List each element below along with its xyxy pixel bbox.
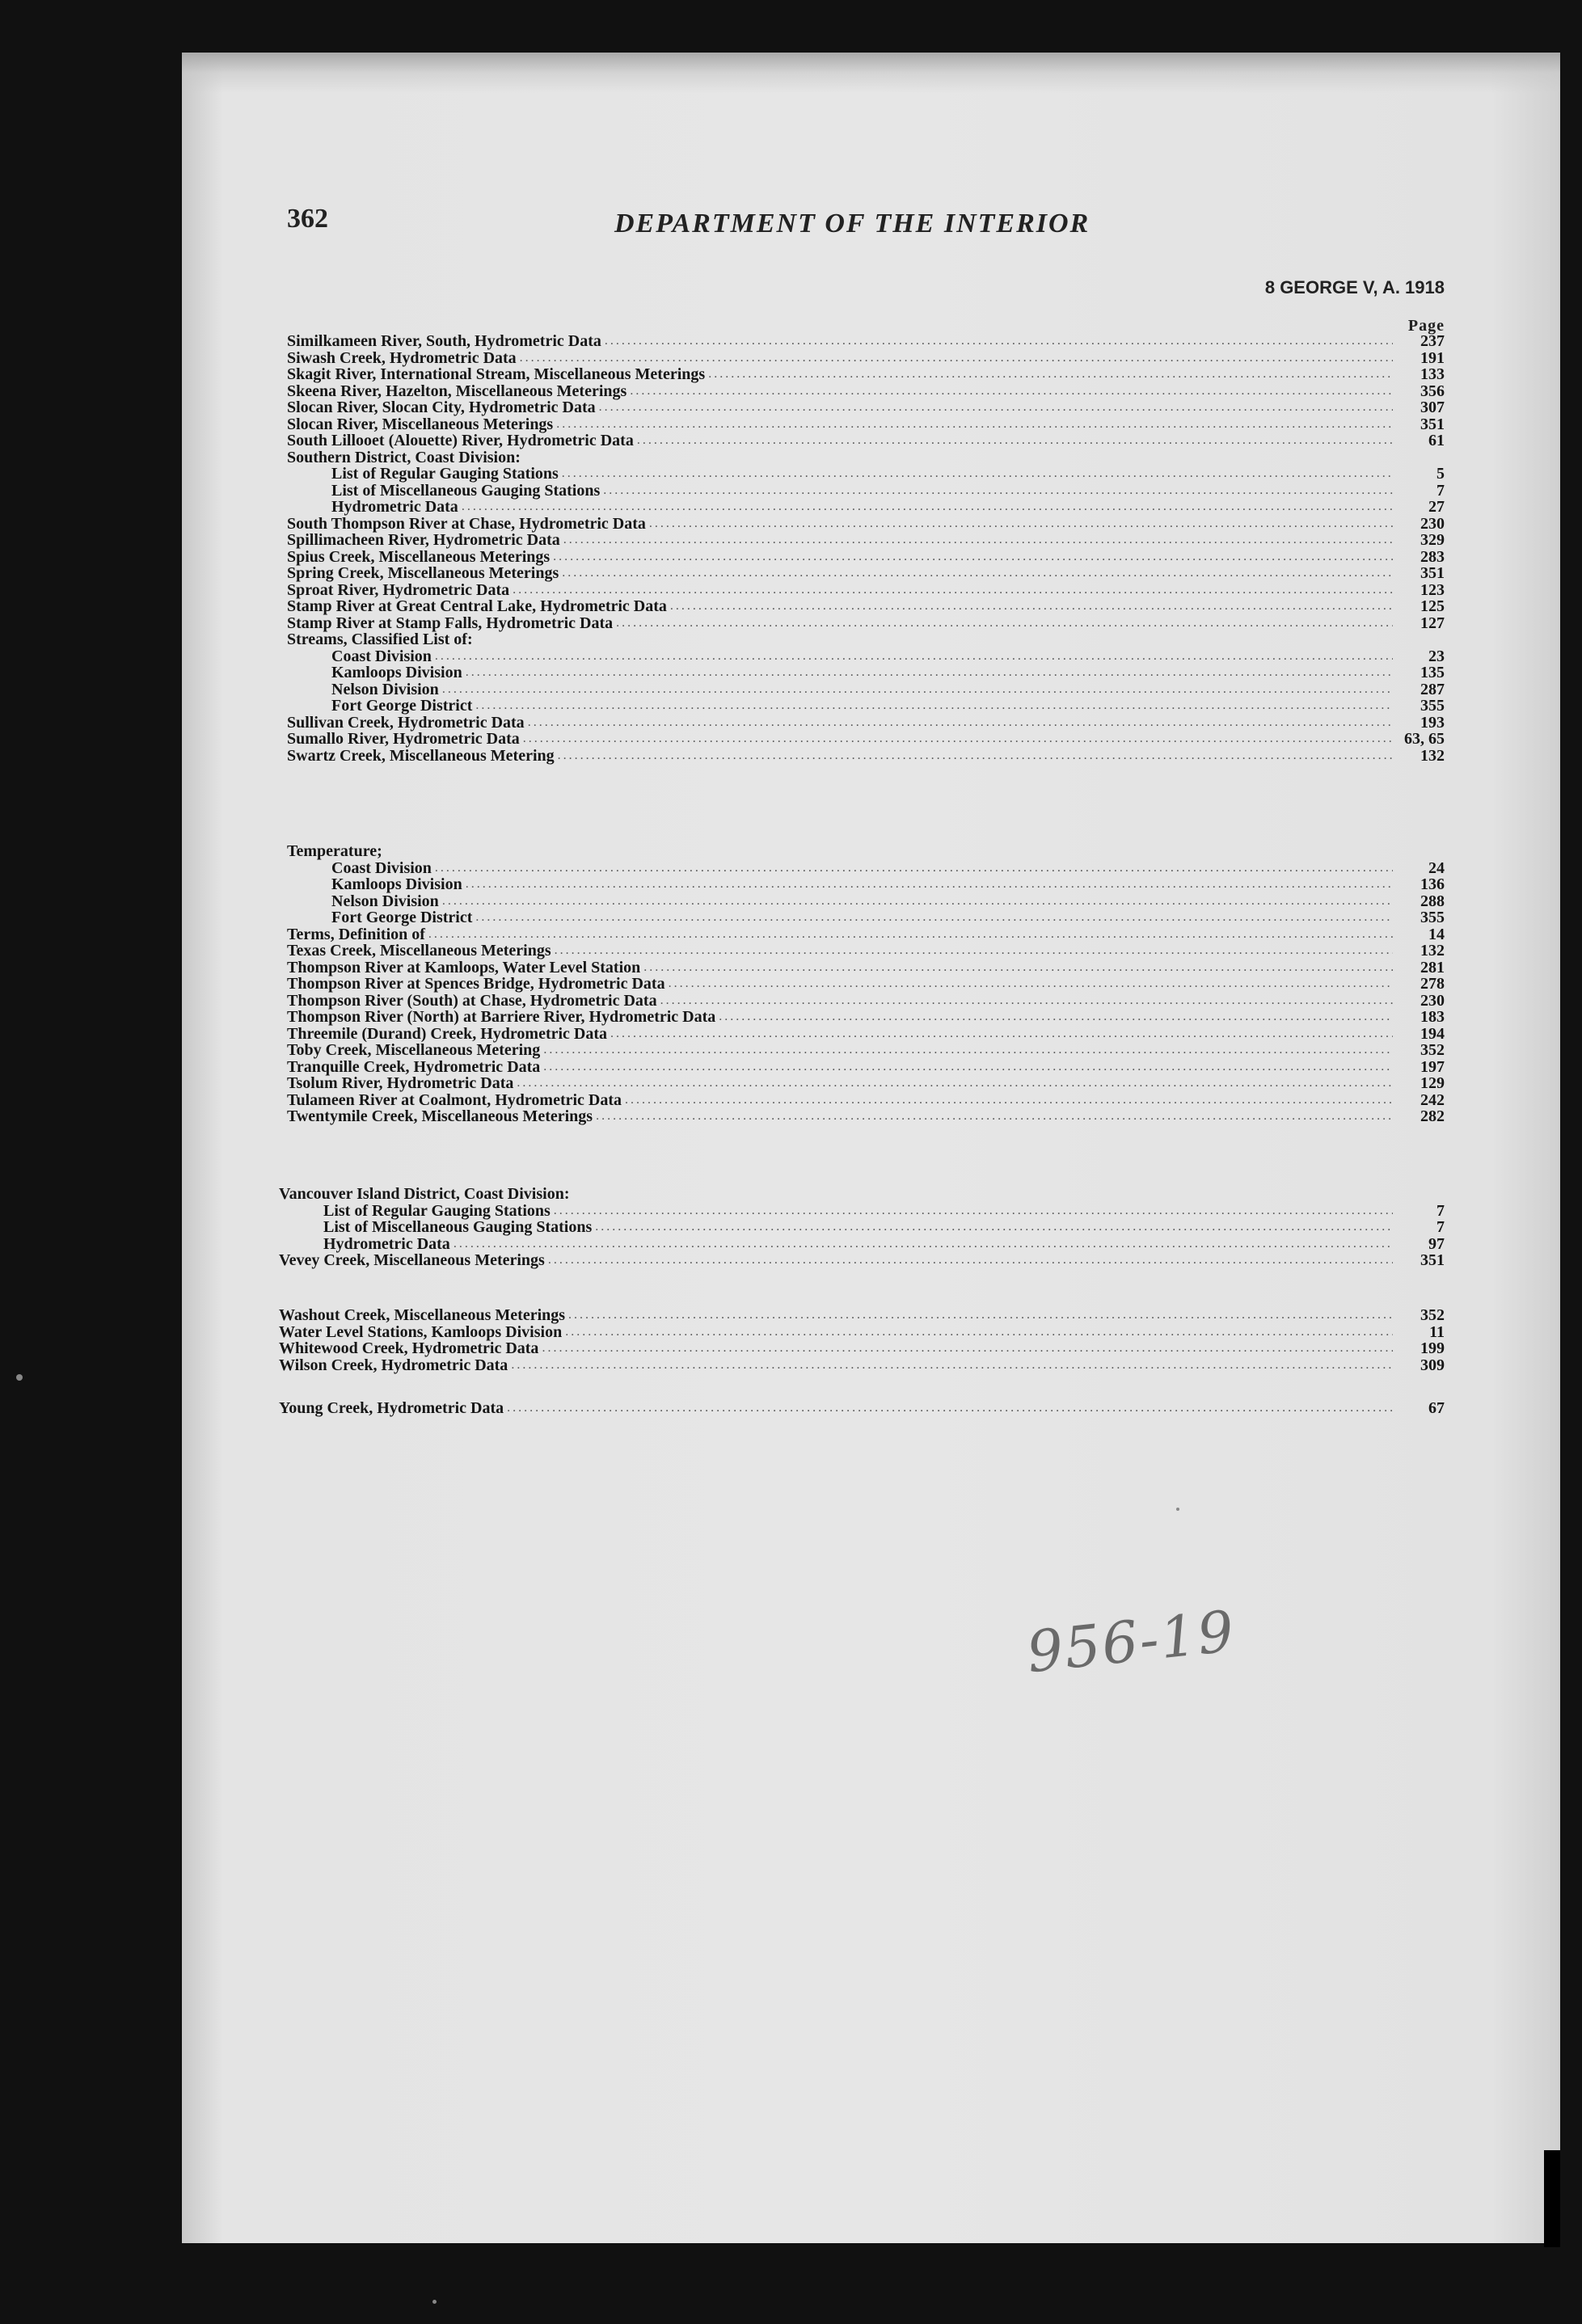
dot-leader bbox=[558, 748, 1393, 765]
index-entry-page: 183 bbox=[1420, 1008, 1445, 1026]
index-entry bbox=[0, 466, 1582, 483]
index-entry-text: Stamp River at Great Central Lake, Hydrometric Data bbox=[287, 597, 667, 615]
dot-leader bbox=[719, 1009, 1393, 1026]
scan-edge bbox=[1544, 2150, 1560, 2247]
index-entry bbox=[0, 664, 1582, 681]
index-entry-page: 123 bbox=[1420, 580, 1445, 599]
index-entry-text: Similkameen River, South, Hydrometric Data bbox=[287, 332, 601, 350]
dot-leader bbox=[442, 681, 1393, 698]
index-entry-text: Nelson Division bbox=[331, 680, 439, 698]
dot-leader bbox=[643, 960, 1393, 976]
scan-shadow bbox=[182, 53, 1560, 93]
dot-leader bbox=[565, 1324, 1393, 1341]
index-entry bbox=[0, 516, 1582, 533]
index-entry-page: 352 bbox=[1420, 1041, 1445, 1059]
index-entry bbox=[0, 1075, 1582, 1092]
index-entry-text: Thompson River (North) at Barriere River, Hydrometric Data bbox=[287, 1008, 716, 1026]
index-entry-page: 127 bbox=[1420, 614, 1445, 632]
index-entry bbox=[0, 416, 1582, 433]
index-entry bbox=[0, 715, 1582, 732]
index-entry-page: 283 bbox=[1420, 547, 1445, 566]
dot-leader bbox=[554, 1203, 1393, 1220]
index-entry-page: 125 bbox=[1420, 597, 1445, 615]
page-number: 362 bbox=[287, 204, 328, 234]
dot-leader bbox=[669, 976, 1393, 993]
index-entry-text: Terms, Definition of bbox=[287, 925, 425, 943]
index-entry bbox=[0, 1009, 1582, 1026]
dot-leader bbox=[670, 598, 1393, 615]
index-entry bbox=[0, 499, 1582, 516]
index-entry-page: 11 bbox=[1429, 1322, 1445, 1341]
dot-leader bbox=[708, 366, 1393, 383]
index-entry-page: 355 bbox=[1420, 909, 1445, 926]
index-entry-text: Vevey Creek, Miscellaneous Meterings bbox=[279, 1251, 545, 1269]
index-entry-page: 230 bbox=[1420, 514, 1445, 533]
dot-leader bbox=[454, 1236, 1393, 1253]
index-entry-text: Coast Division bbox=[331, 858, 432, 877]
scan-speck bbox=[432, 2300, 437, 2304]
index-entry bbox=[0, 483, 1582, 500]
index-entry-page: 7 bbox=[1436, 1201, 1445, 1220]
index-entry bbox=[0, 1307, 1582, 1324]
index-entry bbox=[0, 960, 1582, 976]
index-entry-text: Southern District, Coast Division: bbox=[287, 448, 521, 466]
index-entry-text: Spillimacheen River, Hydrometric Data bbox=[287, 531, 560, 549]
index-entry bbox=[0, 976, 1582, 993]
index-entry bbox=[0, 631, 1582, 648]
index-entry bbox=[0, 1203, 1582, 1220]
index-entry-text: List of Miscellaneous Gauging Stations bbox=[331, 481, 601, 500]
index-entry-page: 14 bbox=[1428, 925, 1445, 943]
dot-leader bbox=[563, 532, 1393, 549]
index-entry-text: Sumallo River, Hydrometric Data bbox=[287, 730, 520, 748]
dot-leader bbox=[475, 909, 1393, 926]
index-entry-text: Hydrometric Data bbox=[323, 1234, 450, 1253]
index-entry bbox=[0, 1252, 1582, 1269]
index-entry-text: Spring Creek, Miscellaneous Meterings bbox=[287, 564, 559, 582]
dot-leader bbox=[542, 1340, 1393, 1357]
index-entry-page: 282 bbox=[1420, 1107, 1445, 1125]
index-entry bbox=[0, 1236, 1582, 1253]
index-entry bbox=[0, 876, 1582, 893]
index-entry bbox=[0, 1042, 1582, 1059]
index-entry-text: Fort George District bbox=[331, 909, 473, 926]
scan-speck bbox=[16, 1374, 23, 1381]
index-entry-text: Nelson Division bbox=[331, 892, 439, 910]
index-entry-page: 136 bbox=[1420, 875, 1445, 893]
dot-leader bbox=[442, 893, 1393, 910]
index-entry-page: 191 bbox=[1420, 348, 1445, 367]
dot-leader bbox=[507, 1400, 1393, 1417]
index-entry-text: Washout Creek, Miscellaneous Meterings bbox=[279, 1306, 566, 1324]
index-entry-page: 287 bbox=[1420, 680, 1445, 698]
dot-leader bbox=[625, 1092, 1393, 1109]
index-entry-page: 132 bbox=[1420, 942, 1445, 960]
index-entry-page: 97 bbox=[1428, 1234, 1445, 1253]
dot-leader bbox=[543, 1059, 1393, 1076]
index-entry-text: Texas Creek, Miscellaneous Meterings bbox=[287, 942, 551, 960]
dot-leader bbox=[548, 1252, 1393, 1269]
dot-leader bbox=[462, 499, 1393, 516]
index-entry-text: Slocan River, Slocan City, Hydrometric Data bbox=[287, 399, 596, 416]
index-entry bbox=[0, 748, 1582, 765]
index-entry-text: Kamloops Division bbox=[331, 875, 462, 893]
index-entry-text: Siwash Creek, Hydrometric Data bbox=[287, 348, 517, 367]
index-entry-text: List of Miscellaneous Gauging Stations bbox=[323, 1218, 593, 1236]
index-entry-text: Threemile (Durand) Creek, Hydrometric Data bbox=[287, 1024, 608, 1043]
index-entry-text: Water Level Stations, Kamloops Division bbox=[279, 1322, 563, 1341]
index-entry bbox=[0, 565, 1582, 582]
index-entry bbox=[0, 1026, 1582, 1043]
index-entry-page: 67 bbox=[1428, 1399, 1445, 1417]
index-entry bbox=[0, 1186, 1582, 1203]
index-entry-page: 199 bbox=[1420, 1339, 1445, 1357]
index-entry bbox=[0, 860, 1582, 877]
index-entry-page: 237 bbox=[1420, 332, 1445, 350]
index-entry-page: 7 bbox=[1436, 481, 1445, 500]
scan-speck bbox=[1176, 1508, 1179, 1511]
dot-leader bbox=[562, 466, 1393, 483]
index-entry-text: Slocan River, Miscellaneous Meterings bbox=[287, 415, 554, 433]
index-entry-page: 351 bbox=[1420, 1251, 1445, 1269]
index-entry-page: 309 bbox=[1420, 1356, 1445, 1374]
dot-leader bbox=[637, 432, 1393, 449]
index-entry bbox=[0, 432, 1582, 449]
index-entry-text: Wilson Creek, Hydrometric Data bbox=[279, 1356, 508, 1374]
index-entry-text: Vancouver Island District, Coast Division: bbox=[279, 1185, 570, 1203]
index-entry-text: Temperature; bbox=[287, 842, 382, 860]
index-entry-page: 193 bbox=[1420, 713, 1445, 732]
index-entry-text: List of Regular Gauging Stations bbox=[331, 465, 559, 483]
index-section bbox=[0, 843, 1582, 1125]
index-entry-page: 63, 65 bbox=[1404, 730, 1445, 748]
dot-leader bbox=[605, 333, 1393, 350]
index-entry bbox=[0, 449, 1582, 466]
index-section bbox=[0, 1307, 1582, 1373]
index-entry bbox=[0, 582, 1582, 599]
dot-leader bbox=[562, 565, 1393, 582]
index-entry-text: Thompson River at Spences Bridge, Hydrometric Data bbox=[287, 975, 665, 993]
dot-leader bbox=[511, 1357, 1393, 1374]
dot-leader bbox=[596, 1108, 1393, 1125]
index-entry-text: Whitewood Creek, Hydrometric Data bbox=[279, 1339, 539, 1357]
dot-leader bbox=[568, 1307, 1393, 1324]
index-entry-page: 307 bbox=[1420, 399, 1445, 416]
index-entry bbox=[0, 1059, 1582, 1076]
index-entry-page: 23 bbox=[1428, 647, 1445, 665]
index-section bbox=[0, 1186, 1582, 1269]
index-entry-text: Toby Creek, Miscellaneous Metering bbox=[287, 1041, 541, 1059]
index-entry bbox=[0, 1324, 1582, 1341]
index-entry-text: Sproat River, Hydrometric Data bbox=[287, 580, 510, 599]
index-entry-page: 352 bbox=[1420, 1306, 1445, 1324]
index-entry-page: 242 bbox=[1420, 1090, 1445, 1109]
dot-leader bbox=[603, 483, 1393, 500]
index-entry-page: 329 bbox=[1420, 531, 1445, 549]
index-entry bbox=[0, 1219, 1582, 1236]
dot-leader bbox=[649, 516, 1393, 533]
index-entry bbox=[0, 350, 1582, 367]
index-entry-page: 355 bbox=[1420, 697, 1445, 715]
index-entry-text: Stamp River at Stamp Falls, Hydrometric Data bbox=[287, 614, 614, 632]
dot-leader bbox=[520, 350, 1393, 367]
index-entry-text: South Thompson River at Chase, Hydrometric Data bbox=[287, 514, 646, 533]
index-entry-text: South Lillooet (Alouette) River, Hydrometric Data bbox=[287, 432, 634, 449]
index-entry-page: 197 bbox=[1420, 1057, 1445, 1076]
index-entry bbox=[0, 549, 1582, 566]
index-entry-text: Skeena River, Hazelton, Miscellaneous Meterings bbox=[287, 382, 627, 400]
index-entry-text: Sullivan Creek, Hydrometric Data bbox=[287, 713, 525, 732]
index-entry-text: Twentymile Creek, Miscellaneous Meterings bbox=[287, 1107, 593, 1125]
index-entry-text: Hydrometric Data bbox=[331, 498, 458, 516]
index-entry bbox=[0, 648, 1582, 665]
index-entry-page: 351 bbox=[1420, 564, 1445, 582]
index-entry-page: 194 bbox=[1420, 1024, 1445, 1043]
index-entry bbox=[0, 993, 1582, 1010]
index-entry bbox=[0, 943, 1582, 960]
index-entry-text: Tulameen River at Coalmont, Hydrometric Data bbox=[287, 1090, 622, 1109]
dot-leader bbox=[475, 698, 1393, 715]
index-entry bbox=[0, 383, 1582, 400]
dot-leader bbox=[466, 664, 1393, 681]
dot-leader bbox=[435, 648, 1393, 665]
running-head-right: 8 GEORGE V, A. 1918 bbox=[1264, 277, 1445, 297]
index-entry-page: 135 bbox=[1420, 664, 1445, 681]
index-entry-text: Swartz Creek, Miscellaneous Metering bbox=[287, 746, 555, 765]
index-entry bbox=[0, 926, 1582, 943]
index-entry-text: Coast Division bbox=[331, 647, 432, 665]
index-entry bbox=[0, 843, 1582, 860]
index-entry bbox=[0, 366, 1582, 383]
index-entry bbox=[0, 598, 1582, 615]
index-entry-text: Spius Creek, Miscellaneous Meterings bbox=[287, 547, 551, 566]
index-entry bbox=[0, 615, 1582, 632]
index-entry bbox=[0, 893, 1582, 910]
index-entry-page: 5 bbox=[1436, 465, 1445, 483]
index-section bbox=[0, 1400, 1582, 1417]
index-entry-text: Streams, Classified List of: bbox=[287, 631, 473, 648]
index-entry bbox=[0, 1108, 1582, 1125]
index-entry bbox=[0, 731, 1582, 748]
dot-leader bbox=[543, 1042, 1393, 1059]
dot-leader bbox=[660, 993, 1393, 1010]
index-entry bbox=[0, 1400, 1582, 1417]
dot-leader bbox=[553, 549, 1393, 566]
dot-leader bbox=[556, 416, 1393, 433]
index-section bbox=[0, 333, 1582, 764]
index-entry-page: 351 bbox=[1420, 415, 1445, 433]
handwritten-note: 956-19 bbox=[1023, 1597, 1238, 1686]
index-entry-text: Fort George District bbox=[331, 697, 473, 715]
dot-leader bbox=[428, 926, 1393, 943]
dot-leader bbox=[466, 876, 1393, 893]
index-entry-page: 278 bbox=[1420, 975, 1445, 993]
index-entry bbox=[0, 909, 1582, 926]
index-entry-text: Kamloops Division bbox=[331, 664, 462, 681]
dot-leader bbox=[435, 860, 1393, 877]
dot-leader bbox=[523, 731, 1393, 748]
index-entry-page: 288 bbox=[1420, 892, 1445, 910]
index-entry-text: Skagit River, International Stream, Miscellaneous Meterings bbox=[287, 365, 706, 383]
page-column-heading: Page bbox=[1407, 317, 1445, 335]
index-entry bbox=[0, 1092, 1582, 1109]
index-entry-text: List of Regular Gauging Stations bbox=[323, 1201, 551, 1220]
index-entry bbox=[0, 333, 1582, 350]
index-entry-page: 132 bbox=[1420, 746, 1445, 765]
index-entry-page: 281 bbox=[1420, 958, 1445, 976]
index-entry bbox=[0, 1340, 1582, 1357]
dot-leader bbox=[595, 1219, 1393, 1236]
index-entry-text: Thompson River at Kamloops, Water Level Station bbox=[287, 958, 641, 976]
dot-leader bbox=[630, 383, 1393, 400]
index-entry-page: 230 bbox=[1420, 991, 1445, 1010]
index-entry bbox=[0, 698, 1582, 715]
index-entry-page: 356 bbox=[1420, 382, 1445, 400]
dot-leader bbox=[610, 1026, 1393, 1043]
page-title: DEPARTMENT OF THE INTERIOR bbox=[614, 209, 1091, 238]
index-entry-text: Tranquille Creek, Hydrometric Data bbox=[287, 1057, 541, 1076]
index-entry-page: 24 bbox=[1428, 858, 1445, 877]
index-entry-text: Thompson River (South) at Chase, Hydrometric Data bbox=[287, 991, 657, 1010]
index-entry bbox=[0, 532, 1582, 549]
dot-leader bbox=[616, 615, 1393, 632]
index-entry bbox=[0, 1357, 1582, 1374]
index-entry-page: 7 bbox=[1436, 1218, 1445, 1236]
index-entry bbox=[0, 399, 1582, 416]
dot-leader bbox=[555, 943, 1393, 960]
index-entry-page: 129 bbox=[1420, 1074, 1445, 1092]
dot-leader bbox=[517, 1075, 1393, 1092]
dot-leader bbox=[513, 582, 1393, 599]
index-entry-page: 61 bbox=[1428, 432, 1445, 449]
index-entry-page: 133 bbox=[1420, 365, 1445, 383]
index-entry bbox=[0, 681, 1582, 698]
index-entry-page: 27 bbox=[1428, 498, 1445, 516]
index-entry-text: Young Creek, Hydrometric Data bbox=[279, 1399, 504, 1417]
dot-leader bbox=[528, 715, 1393, 732]
dot-leader bbox=[599, 399, 1393, 416]
index-entry-text: Tsolum River, Hydrometric Data bbox=[287, 1074, 514, 1092]
